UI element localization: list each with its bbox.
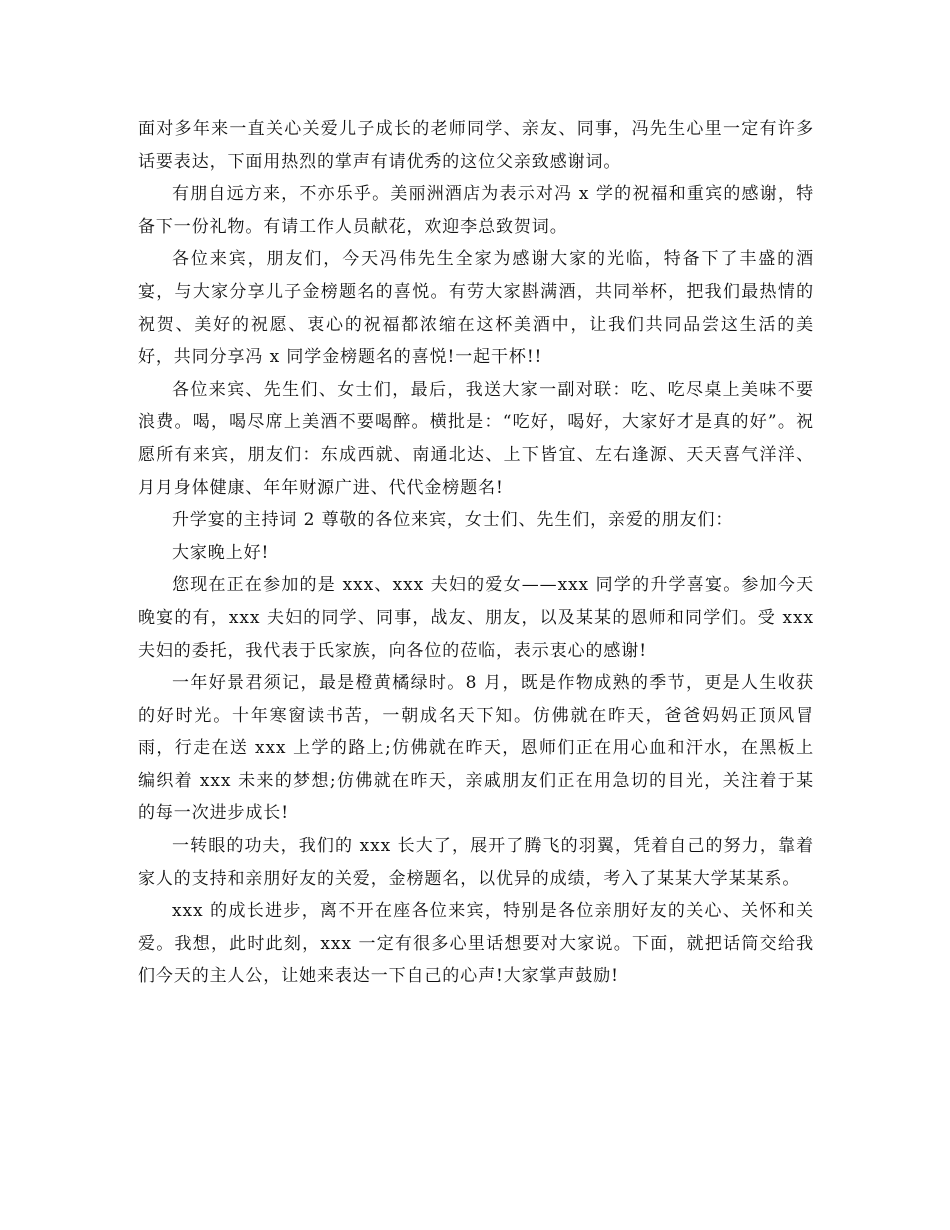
paragraph: 一年好景君须记，最是橙黄橘绿时。8 月，既是作物成熟的季节，更是人生收获的好时光。十年寒窗读书苦，一朝成名天下知。仿佛就在昨天，爸爸妈妈正顶风冒雨，行走在送 xxx 上学的路上;仿佛就在昨天，恩师们正在用心血和汗水，在黑板上编织着 xxx 未来的梦想;仿佛就在昨天，亲戚朋友们正在用急切的目光，关注着于某的每一次进步成长!: [138, 673, 814, 824]
paragraph: 各位来宾、先生们、女士们，最后，我送大家一副对联：吃、吃尽桌上美味不要浪费。喝，喝尽席上美酒不要喝醉。横批是：“吃好，喝好，大家好才是真的好”。祝愿所有来宾，朋友们：东成西就、南通北达、上下皆宜、左右逢源、天天喜气洋洋、月月身体健康、年年财源广进、代代金榜题名!: [138, 379, 814, 498]
document-body: [138, 113, 814, 993]
paragraph: 大家晚上好!: [172, 542, 270, 563]
paragraph: 一转眼的功夫，我们的 xxx 长大了，展开了腾飞的羽翼，凭着自己的努力，靠着家人的支持和亲朋好友的关爱，金榜题名，以优异的成绩，考入了某某大学某某系。: [138, 836, 814, 889]
paragraph: 有朋自远方来，不亦乐乎。美丽洲酒店为表示对冯 x 学的祝福和重宾的感谢，特备下一份礼物。有请工作人员献花，欢迎李总致贺词。: [138, 184, 814, 237]
paragraph: 升学宴的主持词 2 尊敬的各位来宾，女士们、先生们，亲爱的朋友们：: [172, 510, 734, 531]
paragraph: 面对多年来一直关心关爱儿子成长的老师同学、亲友、同事，冯先生心里一定有许多话要表达，下面用热烈的掌声有请优秀的这位父亲致感谢词。: [138, 119, 814, 172]
paragraph: 各位来宾，朋友们，今天冯伟先生全家为感谢大家的光临，特备下了丰盛的酒宴，与大家分享儿子金榜题名的喜悦。有劳大家斟满酒，共同举杯，把我们最热情的祝贺、美好的祝愿、衷心的祝福都浓缩在这杯美酒中，让我们共同品尝这生活的美好，共同分享冯 x 同学金榜题名的喜悦!一起干杯!!: [138, 249, 814, 368]
paragraph: 您现在正在参加的是 xxx、xxx 夫妇的爱女——xxx 同学的升学喜宴。参加今天晚宴的有，xxx 夫妇的同学、同事，战友、朋友，以及某某的恩师和同学们。受 xxx 夫妇的委托，我代表于氏家族，向各位的莅临，表示衷心的感谢!: [138, 575, 814, 661]
paragraph: xxx 的成长进步，离不开在座各位来宾，特别是各位亲朋好友的关心、关怀和关爱。我想，此时此刻，xxx 一定有很多心里话想要对大家说。下面，就把话筒交给我们今天的主人公，让她来表达一下自己的心声!大家掌声鼓励!: [138, 901, 814, 987]
